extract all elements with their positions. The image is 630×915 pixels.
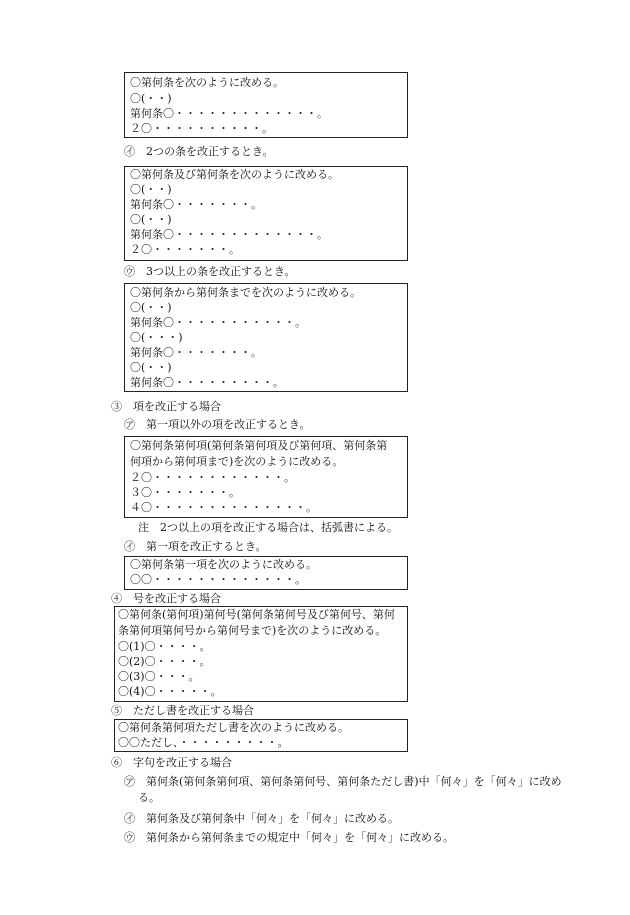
box-line: 〇(・・)	[130, 213, 172, 226]
box-line: 〇第何条及び第何条を次のように改める。	[130, 168, 339, 181]
box-line: ２〇・・・・・・・・・・・・。	[130, 471, 295, 484]
box-line: 第何条〇・・・・・・・・・。	[130, 376, 284, 389]
box-line: 〇(3)〇・・・。	[118, 670, 200, 683]
example-box-paragraphs	[124, 436, 408, 518]
label-other-paragraph: ㋐ 第一項以外の項を改正するとき。	[124, 418, 311, 431]
box-line: 〇(・・・)	[130, 331, 183, 344]
box-line: 〇第何条第一項を次のように改める。	[130, 558, 317, 571]
box-line: 条第何項第何号から第何号まで)を次のように改める。	[118, 624, 387, 637]
example-box-two-articles	[124, 166, 408, 261]
section-4-heading: ④ 号を改正する場合	[111, 592, 221, 605]
box-line: 〇(・・)	[130, 361, 172, 374]
box-line: 〇(2)〇・・・・。	[118, 655, 211, 668]
box-line: 第何条〇・・・・・・・。	[130, 198, 262, 211]
label-three-articles: ㋒ 3つ以上の条を改正するとき。	[124, 265, 296, 278]
box-line: 〇〇・・・・・・・・・・・・・。	[130, 573, 306, 586]
box-line: ２〇・・・・・・・・・・。	[130, 122, 273, 135]
box-line: ３〇・・・・・・・。	[130, 486, 240, 499]
label-two-articles: ㋑ 2つの条を改正するとき。	[124, 145, 274, 158]
box-line: 何項から第何項まで)を次のように改める。	[130, 455, 344, 468]
example-box-range-articles	[124, 283, 408, 392]
box-line: 〇(・・)	[130, 183, 172, 196]
label-first-paragraph: ㋑ 第一項を改正するとき。	[124, 540, 267, 553]
box-line: 〇(・・)	[130, 301, 172, 314]
box-line: 〇第何条第何項(第何条第何項及び第何項、第何条第	[130, 439, 388, 452]
note-paragraphs: 注 2つ以上の項を改正する場合は、括弧書による。	[138, 521, 398, 534]
box-line: 〇第何条から第何条までを次のように改める。	[130, 286, 361, 299]
item-6c: ㋒ 第何条から第何条までの規定中「何々」を「何々」に改める。	[124, 831, 454, 844]
box-line: 〇〇ただし、・・・・・・・・・。	[118, 736, 289, 749]
item-6b: ㋑ 第何条及び第何条中「何々」を「何々」に改める。	[124, 812, 399, 825]
box-line: ４〇・・・・・・・・・・・・・・。	[130, 501, 317, 514]
box-line: 第何条〇・・・・・・・・・・・・・。	[130, 228, 328, 241]
example-box-single-article	[124, 72, 408, 138]
example-box-proviso	[114, 719, 408, 752]
box-line: 第何条〇・・・・・・・。	[130, 346, 262, 359]
box-line: 〇(4)〇・・・・・。	[118, 685, 222, 698]
section-5-heading: ⑤ ただし書を改正する場合	[111, 704, 254, 717]
example-box-first-paragraph	[124, 556, 408, 590]
box-line: 〇第何条第何項ただし書を次のように改める。	[118, 721, 349, 734]
box-line: 〇(・・)	[130, 92, 172, 105]
box-line: 〇第何条を次のように改める。	[130, 76, 284, 89]
box-line: 第何条〇・・・・・・・・・・・。	[130, 316, 306, 329]
box-line: 〇(1)〇・・・・。	[118, 640, 211, 653]
example-box-items	[114, 606, 408, 702]
item-6a: ㋐ 第何条(第何条第何項、第何条第何号、第何条ただし書)中「何々」を「何々」に改める。	[124, 775, 562, 804]
section-3-heading: ③ 項を改正する場合	[111, 400, 221, 413]
section-6-heading: ⑥ 字句を改正する場合	[111, 756, 232, 769]
box-line: ２〇・・・・・・・。	[130, 243, 240, 256]
box-line: 第何条〇・・・・・・・・・・・・・。	[130, 107, 328, 120]
box-line: 〇第何条(第何項)第何号(第何条第何号及び第何号、第何	[118, 608, 395, 621]
